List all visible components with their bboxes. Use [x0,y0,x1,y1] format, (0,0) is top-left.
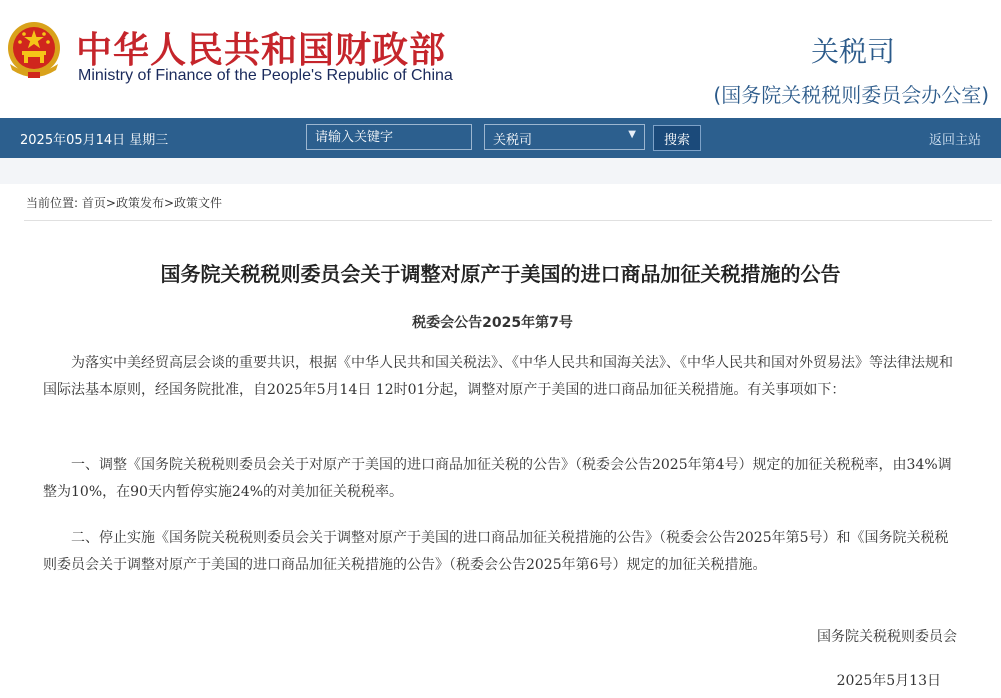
chevron-down-icon: ▼ [628,129,636,140]
breadcrumb-separator: > [163,196,175,210]
department-subtitle: (国务院关税税则委员会办公室) [713,83,989,107]
site-header [0,0,1001,118]
article-paragraph: 二、停止实施《国务院关税税则委员会关于调整对原产于美国的进口商品加征关税措施的公告》（税委会公告2025年第5号）和《国务院关税税则委员会关于调整对原产于美国的进口商品加征关税措施的公告》（税委会公告2025年第6号）规定的加征关税措施。 [43,530,949,573]
breadcrumb-home[interactable]: 首页 [81,196,106,210]
breadcrumb-divider [24,220,992,221]
department-select[interactable] [484,124,645,150]
top-navbar [0,118,1001,158]
breadcrumb-prefix: 当前位置: [26,196,79,210]
sign-date: 2025年5月13日 [836,673,941,689]
current-date: 2025年05月14日 星期三 [20,133,169,148]
article-paragraph: 一、调整《国务院关税税则委员会关于对原产于美国的进口商品加征关税的公告》（税委会公告2025年第4号）规定的加征关税税率，由34%调整为10%，在90天内暂停实施24%的对美加征关税税率。 [43,457,952,500]
department-name: 关税司 [810,35,895,68]
breadcrumb-policy-release[interactable]: 政策发布 [115,196,164,210]
site-title: 中华人民共和国财政部 [76,30,447,71]
article-title: 国务院关税税则委员会关于调整对原产于美国的进口商品加征关税措施的公告 [160,262,841,286]
signer: 国务院关税税则委员会 [817,629,957,645]
search-button[interactable]: 搜索 [653,125,701,151]
return-home-link[interactable]: 返回主站 [928,133,981,148]
site-subtitle: Ministry of Finance of the People's Republic of China [78,67,453,84]
department-select-value: 关税司 [493,133,533,148]
search-input[interactable] [306,124,472,150]
breadcrumb [26,194,222,211]
national-emblem-icon [2,18,66,82]
breadcrumb-band [0,158,1001,184]
document-number: 税委会公告2025年第7号 [412,315,573,331]
breadcrumb-separator: > [105,196,116,210]
breadcrumb-policy-documents[interactable]: 政策文件 [174,196,223,210]
article-paragraph: 为落实中美经贸高层会谈的重要共识，根据《中华人民共和国关税法》、《中华人民共和国海关法》、《中华人民共和国对外贸易法》等法律法规和国际法基本原则，经国务院批准，自2025年5月14日 12时01分起，调整对原产于美国的进口商品加征关税措施。有关事项如下： [43,355,953,398]
